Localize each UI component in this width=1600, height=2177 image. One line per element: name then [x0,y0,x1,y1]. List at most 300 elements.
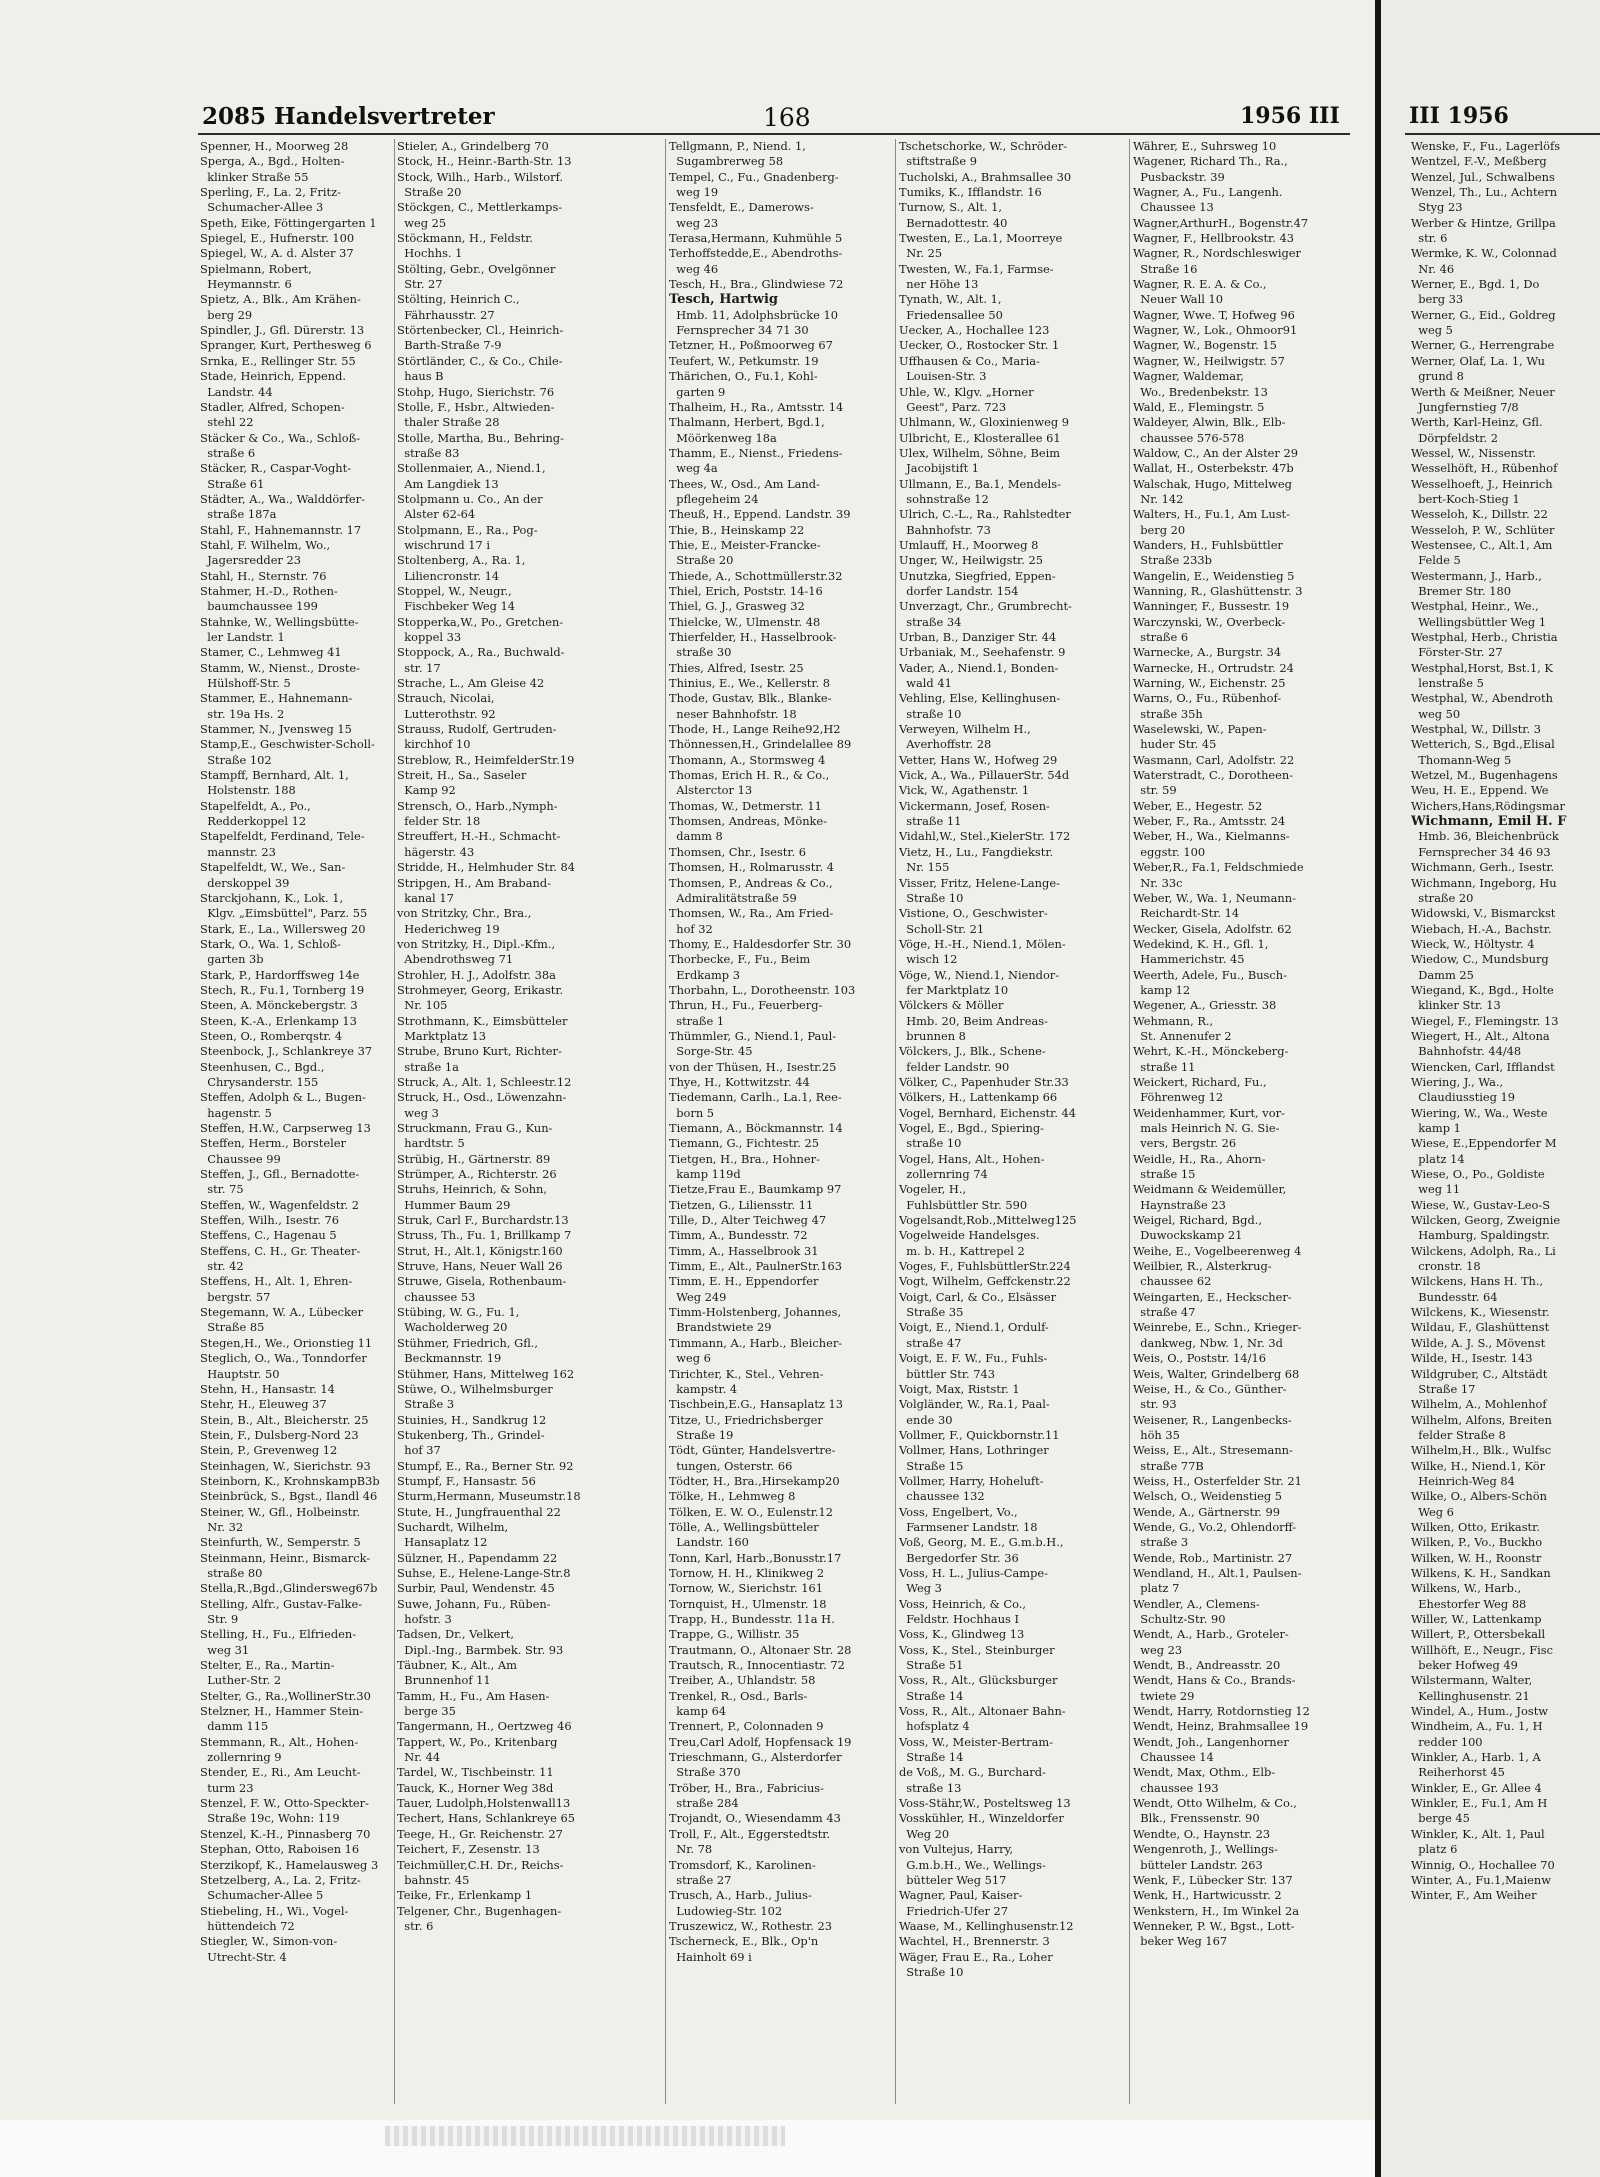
listing-line: Westphal,Horst, Bst.1, K [1411,660,1553,675]
listing-line: Wendt, Joh., Langenhorner [1133,1734,1289,1749]
listing-line: Voss, Engelbert, Vo., [899,1504,1018,1519]
listing-line: Tadsen, Dr., Velkert, [397,1627,514,1642]
listing-line: Stöckgen, C., Mettlerkamps- [397,200,563,215]
listing-line: Friedensallee 50 [899,307,1003,322]
listing-line: Thiel, G. J., Grasweg 32 [669,599,805,614]
listing-line: Weidle, H., Ra., Ahorn- [1133,1151,1266,1166]
listing-line: Thie, E., Meister-Francke- [669,537,821,552]
listing-line: Winnig, O., Hochallee 70 [1411,1857,1555,1872]
listing-line: klinker Straße 55 [200,169,309,184]
listing-line: Störtenbecker, Cl., Heinrich- [397,323,564,338]
listing-line: Struk, Carl F., Burchardstr.13 [397,1213,569,1228]
listing-line: Westermann, J., Harb., [1411,568,1542,583]
listing-line: Wenske, F., Fu., Lagerlöfs [1411,139,1561,153]
listing-line: kamp 119d [669,1167,741,1182]
listing-line: straße 11 [1133,1059,1196,1074]
column-divider [665,139,666,2104]
listing-line: Willhöft, E., Neugr., Fisc [1411,1642,1554,1657]
listing-line: Spiegel, E., Hufnerstr. 100 [200,231,355,246]
listing-line: Wiedow, C., Mundsburg [1411,952,1549,967]
listing-line: Weber, H., Wa., Kielmanns- [1133,829,1290,844]
listing-line: Voss, Heinrich, & Co., [899,1596,1027,1611]
listing-line: Stegen,H., We., Orionstieg 11 [200,1335,373,1350]
listing-line: Wilkens, W., Harb., [1411,1581,1522,1596]
listing-line: Stark, E., La., Willersweg 20 [200,921,366,936]
listing-line: Weihe, E., Vogelbeerenweg 4 [1133,1243,1302,1258]
listing-line: Warnecke, A., Burgstr. 34 [1133,645,1282,660]
listing-line: Vöge, W., Niend.1, Niendor- [899,967,1060,982]
listing-line: stiftstraße 9 [899,154,977,169]
listing-line: chaussee 53 [397,1289,476,1304]
listing-line: Wellingsbüttler Weg 1 [1411,614,1547,629]
listing-line: str. 93 [1133,1397,1177,1412]
listing-line: garten 9 [669,384,726,399]
listing-line: Unger, W., Heilwigstr. 25 [899,553,1043,568]
listing-line: Tamm, H., Fu., Am Hasen- [397,1688,550,1703]
listing-line: felder Landstr. 90 [899,1059,1010,1074]
listing-line: Vogelsandt,Rob.,Mittelweg125 [899,1213,1077,1228]
listing-line: Strensch, O., Harb.,Nymph- [397,798,558,813]
listing-line: Weg 3 [899,1581,942,1596]
listing-line: weg 19 [669,185,719,200]
listing-line: Voigt, Max, Riststr. 1 [899,1381,1020,1396]
listing-line: Troll, F., Alt., Eggerstedtstr. [669,1826,831,1841]
listing-line: Haynstraße 23 [1133,1197,1226,1212]
listing-line: Spietz, A., Blk., Am Krähen- [200,292,361,307]
listing-line: str. 6 [1411,231,1448,246]
listing-line: Voss-Stähr,W., Posteltsweg 13 [899,1796,1071,1811]
listing-line: Westphal, W., Abendroth [1411,691,1553,706]
listing-line: Schultz-Str. 90 [1133,1612,1226,1626]
listing-line: Stampff, Bernhard, Alt. 1, [200,768,349,783]
listing-line: Welsch, O., Weidenstieg 5 [1133,1489,1282,1504]
listing-line: berge 35 [397,1704,456,1719]
listing-line: Titze, U., Friedrichsberger [669,1412,823,1427]
listing-line: Treiber, A., Uhlandstr. 58 [669,1673,816,1688]
listing-line: Schumacher-Allee 5 [200,1888,324,1903]
listing-line: Wendland, H., Alt.1, Paulsen- [1133,1565,1302,1580]
listing-line: Straße 10 [899,1964,964,1979]
listing-line: bütteler Weg 517 [899,1872,1007,1887]
listing-line: Tetzner, H., Poßmoorweg 67 [669,338,833,353]
listing-line: Steen, A. Mönckebergstr. 3 [200,998,358,1013]
listing-line: Steffen, Herm., Borsteler [200,1136,346,1151]
listing-line: Duwockskamp 21 [1133,1228,1243,1243]
listing-line: Hansaplatz 12 [397,1535,488,1550]
listing-line: Nr. 32 [200,1519,244,1534]
listing-line: mannstr. 23 [200,844,276,859]
listing-line: Stute, H., Jungfrauenthal 22 [397,1504,561,1519]
listing-line: born 5 [669,1105,715,1120]
listing-line: Spiegel, W., A. d. Alster 37 [200,246,354,261]
listing-line: Stelzner, H., Hammer Stein- [200,1704,364,1719]
listing-line: Lutterothstr. 92 [397,706,496,721]
listing-line: Jungfernstieg 7/8 [1411,399,1519,414]
listing-line: Föhrenweg 12 [1133,1090,1224,1105]
listing-line: straße 77B [1133,1458,1204,1473]
listing-line: Averhoffstr. 28 [899,737,992,752]
listing-line: cronstr. 18 [1411,1259,1481,1274]
listing-line: Stahnke, W., Wellingsbütte- [200,614,359,629]
listing-line: hardtstr. 5 [397,1136,465,1151]
listing-line: Wendt, B., Andreasstr. 20 [1133,1658,1281,1673]
listing-line: Tesch, H., Bra., Glindwiese 72 [669,277,844,292]
listing-line: Westphal, W., Dillstr. 3 [1411,722,1541,737]
listing-line: kamp 64 [669,1704,727,1719]
listing-line: Chaussee 14 [1133,1750,1214,1765]
listing-line: Wagner,ArthurH., Bogenstr.47 [1133,215,1309,230]
listing-line: Warning, W., Eichenstr. 25 [1133,676,1286,691]
listing-line: Westensee, C., Alt.1, Am [1411,537,1553,552]
column-divider [1129,139,1130,2104]
listing-line: Stelter, G., Ra.,WollinerStr.30 [200,1688,371,1703]
footer-imprint-strip [385,2126,785,2146]
listing-line: Wermke, K. W., Colonnad [1411,246,1557,261]
listing-line: büttler Str. 743 [899,1366,996,1381]
listing-line: Alsterctor 13 [669,783,753,798]
listing-line: Dipl.-Ing., Barmbek. Str. 93 [397,1642,564,1657]
listing-column-6 [1411,139,1600,1904]
listing-line: Scholl-Str. 21 [899,921,985,936]
listing-line: Vogel, Hans, Alt., Hohen- [899,1151,1045,1166]
listing-line: Landstr. 44 [200,384,273,399]
listing-line: Steen, K.-A., Erlenkamp 13 [200,1013,357,1028]
listing-line: Unutzka, Siegfried, Eppen- [899,568,1056,583]
listing-line: Struhs, Heinrich, & Sohn, [397,1182,547,1197]
listing-line: Thärichen, O., Fu.1, Kohl- [669,369,818,384]
listing-line: Steffen, H.W., Carpserweg 13 [200,1121,371,1135]
listing-line: Wilde, A. J. S., Mövenst [1411,1335,1546,1350]
listing-line: Thierfelder, H., Hasselbrook- [669,630,837,644]
listing-line: von der Thüsen, H., Isestr.25 [669,1059,837,1074]
listing-line: Weber,R., Fa.1, Feldschmiede [1133,860,1304,875]
listing-line: chaussee 132 [899,1489,985,1504]
listing-line: wisch 12 [899,952,958,967]
listing-line: Steffens, C., Hagenau 5 [200,1228,337,1243]
listing-line: Trusch, A., Harb., Julius- [669,1888,812,1903]
listing-line: Tauer, Ludolph,Holstenwall13 [397,1796,571,1811]
listing-line: str. 17 [397,660,441,675]
listing-line: Steffen, W., Wagenfeldstr. 2 [200,1197,359,1212]
listing-line: Schumacher-Allee 3 [200,200,324,215]
listing-line: Ulbricht, E., Klosterallee 61 [899,430,1061,445]
listing-line: Telgener, Chr., Bugenhagen- [397,1903,562,1918]
listing-line: Heinrich-Weg 84 [1411,1473,1515,1488]
listing-line: Werner, E., Bgd. 1, Do [1411,277,1540,292]
listing-line: Windheim, A., Fu. 1, H [1411,1719,1543,1734]
listing-line: Wagner, A., Fu., Langenh. [1133,185,1283,200]
listing-line: Wendt, Otto Wilhelm, & Co., [1133,1796,1297,1811]
listing-line: felder Str. 18 [397,814,481,829]
listing-line: Streuffert, H.-H., Schmacht- [397,829,561,844]
listing-line: Stukenberg, Th., Grindel- [397,1427,545,1442]
listing-line: Weerth, Adele, Fu., Busch- [1133,967,1287,982]
listing-line: Tiemann, A., Böckmannstr. 14 [669,1121,843,1135]
listing-line: Thamm, E., Nienst., Friedens- [669,445,843,460]
listing-line: Admiralitätstraße 59 [669,890,797,905]
listing-line: Werber & Hintze, Grillpa [1411,215,1556,230]
listing-line: Timm, A., Hasselbrook 31 [669,1243,819,1258]
listing-line: Chaussee 13 [1133,200,1214,215]
listing-line: Wetzel, M., Bugenhagens [1411,768,1558,783]
listing-line: Weis, O., Poststr. 14/16 [1133,1351,1266,1366]
listing-line: vers, Bergstr. 26 [1133,1136,1237,1151]
listing-line: felder Straße 8 [1411,1427,1506,1442]
listing-line: straße 6 [200,445,256,460]
listing-line: Spranger, Kurt, Perthesweg 6 [200,338,372,353]
listing-line: Strut, H., Alt.1, Königstr.160 [397,1243,563,1258]
listing-line: Terasa,Hermann, Kuhmühle 5 [669,231,843,246]
listing-line: Stiegler, W., Simon-von- [200,1934,338,1949]
listing-line: Bundesstr. 64 [1411,1289,1498,1304]
listing-line: Pusbackstr. 39 [1133,169,1225,184]
listing-line: straße 11 [899,814,962,829]
listing-line: Straße 51 [899,1658,964,1673]
listing-line: Fernsprecher 34 46 93 [1411,844,1551,859]
listing-line: Spielmann, Robert, [200,261,312,276]
listing-line: straße 15 [1133,1167,1196,1182]
listing-line: Weis, Walter, Grindelberg 68 [1133,1366,1300,1381]
listing-line: Steinmann, Heinr., Bismarck- [200,1550,371,1565]
listing-line: Struckmann, Frau G., Kun- [397,1121,553,1135]
listing-line: Jacobijstift 1 [899,461,980,476]
listing-line: eggstr. 100 [1133,844,1206,859]
listing-line: Wo., Bredenbekstr. 13 [1133,384,1268,399]
listing-line: Weber, F., Ra., Amtsstr. 24 [1133,814,1286,829]
listing-line: str. 75 [200,1182,244,1197]
listing-line: Wagner, W., Bogenstr. 15 [1133,338,1277,353]
listing-line: Tödt, Günter, Handelsvertre- [669,1443,836,1458]
listing-line: damm 8 [669,829,723,844]
listing-line: Stamm, W., Nienst., Droste- [200,660,361,675]
listing-line: Suhse, E., Helene-Lange-Str.8 [397,1565,571,1580]
listing-line: Wesseloh, K., Dillstr. 22 [1411,507,1548,522]
listing-line: Spindler, J., Gfl. Dürerstr. 13 [200,323,365,338]
listing-line: Tirichter, K., Stel., Vehren- [669,1366,824,1381]
listing-line: zollernring 74 [899,1167,988,1182]
listing-line: Wilhelm,H., Blk., Wulfsc [1411,1443,1552,1458]
listing-line: straße 13 [899,1780,962,1795]
listing-line: Waase, M., Kellinghusenstr.12 [899,1918,1074,1933]
listing-line: chaussee 193 [1133,1780,1219,1795]
listing-line: Weinrebe, E., Schn., Krieger- [1133,1320,1302,1335]
listing-line: Sturm,Hermann, Museumstr.18 [397,1489,581,1504]
listing-line: von Stritzky, Chr., Bra., [397,906,532,921]
listing-line: Steiner, W., Gfl., Holbeinstr. [200,1504,361,1519]
listing-line: Stölting, Gebr., Ovelgönner [397,261,556,276]
listing-line: Weber, W., Wa. 1, Neumann- [1133,890,1296,905]
listing-line: Stein, B., Alt., Bleicherstr. 25 [200,1412,369,1427]
listing-line: Timm, E., Alt., PaulnerStr.163 [669,1259,842,1274]
listing-line: Louisen-Str. 3 [899,369,987,384]
listing-line: Wehrt, K.-H., Mönckeberg- [1133,1044,1289,1059]
listing-line: Wachtel, H., Brennerstr. 3 [899,1934,1050,1949]
listing-line: Tesch, Hartwig [669,292,778,308]
listing-line: Wangelin, E., Weidenstieg 5 [1133,568,1295,583]
listing-line: Stridde, H., Helmhuder Str. 84 [397,860,576,875]
listing-line: Wilken, W. H., Roonstr [1411,1550,1542,1565]
listing-line: lenstraße 5 [1411,676,1484,691]
listing-line: Reiherhorst 45 [1411,1765,1505,1780]
listing-line: Strübig, H., Gärtnerstr. 89 [397,1151,551,1166]
listing-line: Wesselhöft, H., Rübenhof [1411,461,1558,476]
listing-line: Voss, K., Glindweg 13 [899,1627,1025,1642]
listing-line: Struck, H., Osd., Löwenzahn- [397,1090,567,1105]
listing-line: Damm 25 [1411,967,1474,982]
listing-column-3 [669,139,895,1965]
listing-line: Reichardt-Str. 14 [1133,906,1240,921]
listing-line: Weise, H., & Co., Günther- [1133,1381,1287,1396]
listing-line: Ullmann, E., Ba.1, Mendels- [899,476,1061,491]
listing-line: straße 284 [669,1796,739,1811]
listing-line: Stölting, Heinrich C., [397,292,520,307]
listing-line: Stech, R., Fu.1, Tornberg 19 [200,982,365,997]
listing-line: neser Bahnhofstr. 18 [669,706,797,721]
listing-line: berg 29 [200,307,253,322]
listing-line: Tumiks, K., Ifflandstr. 16 [899,185,1042,200]
listing-line: Wenk, F., Lübecker Str. 137 [1133,1872,1293,1887]
listing-line: Weilbier, R., Alsterkrug- [1133,1259,1272,1274]
listing-line: Thümmler, G., Niend.1, Paul- [669,1028,837,1043]
listing-line: Steinborn, K., KrohnskampB3b [200,1473,380,1488]
listing-line: Fischbeker Weg 14 [397,599,516,614]
listing-line: Thrun, H., Fu., Feuerberg- [669,998,823,1013]
listing-line: Steinhagen, W., Sierichstr. 93 [200,1458,371,1473]
listing-line: Wilckens, K., Wiesenstr. [1411,1305,1550,1320]
listing-line: Wilkens, K. H., Sandkan [1411,1565,1551,1580]
listing-line: derskoppel 39 [200,875,290,890]
listing-line: Voigt, Carl, & Co., Elsässer [899,1289,1057,1304]
listing-line: Tardel, W., Tischbeinstr. 11 [397,1765,554,1780]
listing-line: Vistione, O., Geschwister- [899,906,1048,921]
listing-line: hofsplatz 4 [899,1719,970,1734]
listing-line: Widowski, V., Bismarckst [1411,906,1556,921]
listing-line: Stella,R.,Bgd.,Glindersweg67b [200,1581,378,1596]
listing-line: Stark, O., Wa. 1, Schloß- [200,936,342,951]
listing-line: Thie, B., Heinskamp 22 [669,522,805,537]
listing-line: Steffen, J., Gfl., Bernadotte- [200,1167,360,1182]
listing-line: Strothmann, K., Eimsbütteler [397,1013,568,1028]
page-header-right: 1956 III [1240,103,1340,129]
listing-line: Weiss, E., Alt., Stresemann- [1133,1443,1293,1458]
listing-line: Stopperka,W., Po., Gretchen- [397,614,564,629]
listing-line: weg 25 [397,215,447,230]
listing-line: wischrund 17 i [397,537,490,552]
listing-line: Wasmann, Carl, Adolfstr. 22 [1133,752,1295,767]
listing-line: Teichert, F., Zesenstr. 13 [397,1842,540,1857]
listing-line: straße 35h [1133,706,1203,721]
listing-line: Jagersredder 23 [200,553,301,568]
listing-line: Trautsch, R., Innocentiastr. 72 [669,1658,845,1673]
listing-line: Wilstermann, Walter, [1411,1673,1533,1688]
listing-line: straße 10 [899,706,962,721]
listing-line: Werner, G., Eid., Goldreg [1411,307,1556,322]
listing-line: Strohler, H. J., Adolfstr. 38a [397,967,556,982]
listing-line: Timmann, A., Harb., Bleicher- [669,1335,843,1350]
listing-line: baumchaussee 199 [200,599,318,614]
listing-line: weg 23 [669,215,719,230]
listing-column-1 [200,139,424,1965]
listing-line: Unverzagt, Chr., Grumbrecht- [899,599,1072,614]
listing-line: Stapelfeldt, W., We., San- [200,860,346,875]
listing-line: Stieler, A., Grindelberg 70 [397,139,549,153]
listing-line: Tonn, Karl, Harb.,Bonusstr.17 [669,1550,842,1565]
listing-line: Marktplatz 13 [397,1028,487,1043]
listing-line: Vogelweide Handelsges. [899,1228,1040,1243]
listing-line: Weidmann & Weidemüller, [1133,1182,1287,1197]
listing-line: kirchhof 10 [397,737,471,752]
listing-line: Werth, Karl-Heinz, Gfl. [1411,415,1543,430]
listing-line: Tille, D., Alter Teichweg 47 [669,1213,827,1228]
listing-line: Vietz, H., Lu., Fangdiekstr. [899,844,1054,859]
listing-line: weg 3 [397,1105,439,1120]
listing-line: Tölle, A., Wellingsbütteler [669,1519,819,1534]
listing-line: Wagner, R., Nordschleswiger [1133,246,1301,261]
listing-line: Straße 233b [1133,553,1212,568]
listing-line: Hochhs. 1 [397,246,463,261]
listing-line: Bahnhofstr. 44/48 [1411,1044,1522,1059]
listing-line: kanal 17 [397,890,454,905]
listing-line: Umlauff, H., Moorweg 8 [899,537,1039,552]
listing-line: str. 42 [200,1259,244,1274]
listing-line: Förster-Str. 27 [1411,645,1503,660]
listing-line: Teike, Fr., Erlenkamp 1 [397,1888,533,1903]
listing-line: Trapp, H., Bundesstr. 11a H. [669,1612,835,1626]
listing-line: Liliencronstr. 14 [397,568,500,583]
listing-line: Trennert, P., Colonnaden 9 [669,1719,824,1734]
listing-line: Nr. 44 [397,1750,441,1765]
listing-line: Abendrothsweg 71 [397,952,514,967]
listing-line: Tiemann, G., Fichtestr. 25 [669,1136,819,1151]
listing-line: Steffens, C. H., Gr. Theater- [200,1243,361,1258]
listing-line: Thorbahn, L., Dorotheenstr. 103 [669,982,856,997]
listing-line: weg 31 [200,1642,250,1657]
listing-line: Nr. 155 [899,860,950,875]
listing-line: Tietze,Frau E., Baumkamp 97 [669,1182,842,1197]
listing-line: Stamp,E., Geschwister-Scholl- [200,737,375,752]
listing-line: weg 11 [1411,1182,1461,1197]
listing-line: Sugambrerweg 58 [669,154,784,169]
listing-line: Voigt, E. F. W., Fu., Fuhls- [899,1351,1048,1366]
listing-line: Wallat, H., Osterbekstr. 47b [1133,461,1294,476]
listing-line: Stehr, H., Eleuweg 37 [200,1397,327,1412]
listing-line: Vöge, H.-H., Niend.1, Mölen- [899,936,1066,951]
listing-line: Thomann, A., Stormsweg 4 [669,752,826,767]
listing-line: Sperga, A., Bgd., Holten- [200,154,345,169]
listing-line: Stelter, E., Ra., Martin- [200,1658,335,1673]
listing-line: Bergedorfer Str. 36 [899,1550,1019,1565]
listing-line: Tröber, H., Bra., Fabricius- [669,1780,824,1795]
listing-line: Wanders, H., Fuhlsbüttler [1133,537,1283,552]
listing-line: Straße 20 [397,185,462,200]
listing-line: Stäcker & Co., Wa., Schloß- [200,430,361,445]
listing-line: Stolle, Martha, Bu., Behring- [397,430,564,445]
listing-line: Wendt, Max, Othm., Elb- [1133,1765,1276,1780]
listing-line: Wagner, Waldemar, [1133,369,1244,384]
listing-line: Teichmüller,C.H. Dr., Reichs- [397,1857,564,1872]
listing-line: weg 50 [1411,706,1461,721]
listing-line: Ulex, Wilhelm, Söhne, Beim [899,445,1061,460]
listing-line: Stahl, F. Wilhelm, Wo., [200,537,331,552]
listing-line: kamp 12 [1133,982,1191,997]
listing-line: Urban, B., Danziger Str. 44 [899,630,1057,644]
listing-line: Winter, A., Fu.1,Maienw [1411,1872,1551,1887]
listing-line: Wilke, O., Albers-Schön [1411,1489,1547,1504]
listing-line: Wanning, R., Glashüttenstr. 3 [1133,583,1303,598]
listing-line: Steinfurth, W., Semperstr. 5 [200,1535,361,1550]
listing-line: ende 30 [899,1412,953,1427]
listing-line: Wagner, Wwe. T, Hofweg 96 [1133,307,1295,322]
